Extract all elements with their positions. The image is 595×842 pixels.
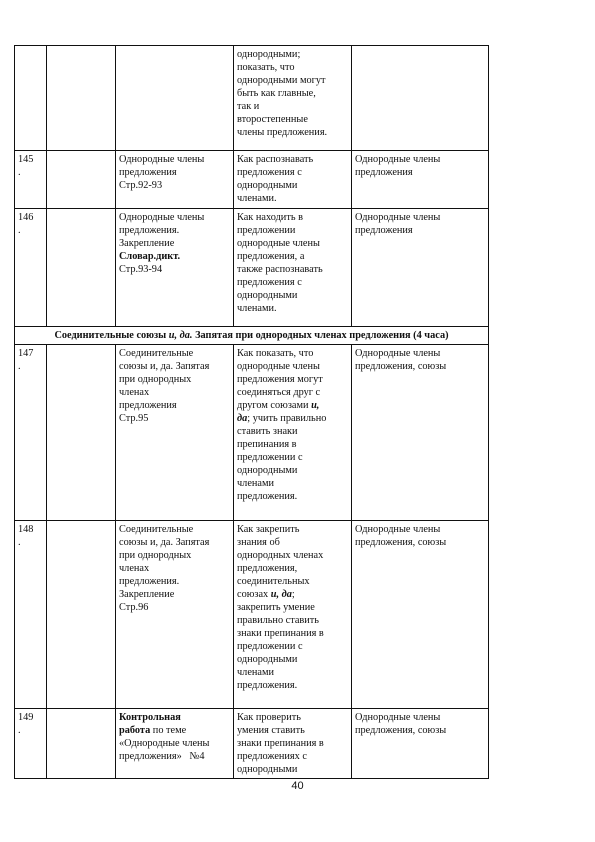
topic-cell: Однородные члены предложения Стр.92-93 [116, 151, 234, 209]
section-title: Соединительные союзы и, да. Запятая при однородных членах предложения (4 часа) [15, 327, 489, 345]
section-header-row [15, 327, 489, 345]
goal-cell: Как показать, что однородные члены предложения могут соединяться друг с другом союзами и, да; учить правильно ставить знаки препинания в предложении с однородными членами предложения. [234, 345, 352, 521]
date-cell [47, 46, 116, 151]
table-row [15, 345, 489, 521]
topic-cell [116, 46, 234, 151]
concepts-cell: Однородные члены предложения, союзы [352, 345, 489, 521]
date-cell [47, 345, 116, 521]
topic-cell: Соединительные союзы и, да. Запятая при однородных членах предложения. Закрепление Стр.96 [116, 521, 234, 709]
date-cell [47, 709, 116, 779]
table-row [15, 521, 489, 709]
goal-cell: Как находить в предложении однородные члены предложения, а также распознавать предложения с однородными членами. [234, 209, 352, 327]
concepts-cell: Однородные члены предложения [352, 151, 489, 209]
lesson-number-cell: 147 . [15, 345, 47, 521]
table-row [15, 709, 489, 779]
concepts-cell: Однородные члены предложения [352, 209, 489, 327]
lesson-number-cell: 149 . [15, 709, 47, 779]
goal-cell: однородными; показать, что однородными могут быть как главные, так и второстепенные члены предложения. [234, 46, 352, 151]
lesson-plan-table [14, 45, 489, 779]
lesson-number-cell: 148 . [15, 521, 47, 709]
concepts-cell: Однородные члены предложения, союзы [352, 709, 489, 779]
topic-cell: Соединительные союзы и, да. Запятая при однородных членах предложения Стр.95 [116, 345, 234, 521]
lesson-number-cell [15, 46, 47, 151]
table-row [15, 209, 489, 327]
goal-cell: Как проверить умения ставить знаки препинания в предложениях с однородными [234, 709, 352, 779]
concepts-cell: Однородные члены предложения, союзы [352, 521, 489, 709]
page-number: 40 [291, 780, 304, 792]
lesson-number-cell: 145 . [15, 151, 47, 209]
date-cell [47, 209, 116, 327]
goal-cell: Как закрепить знания об однородных членах предложения, соединительных союзах и, да; закрепить умение правильно ставить знаки препинания в предложении с однородными членами предложения. [234, 521, 352, 709]
lesson-number-cell: 146 . [15, 209, 47, 327]
date-cell [47, 151, 116, 209]
date-cell [47, 521, 116, 709]
table-row [15, 46, 489, 151]
topic-cell: Однородные члены предложения. Закрепление Словар.дикт. Стр.93-94 [116, 209, 234, 327]
table-row [15, 151, 489, 209]
goal-cell: Как распознавать предложения с однородными членами. [234, 151, 352, 209]
concepts-cell [352, 46, 489, 151]
topic-cell: Контрольная работа по теме «Однородные члены предложения» №4 [116, 709, 234, 779]
